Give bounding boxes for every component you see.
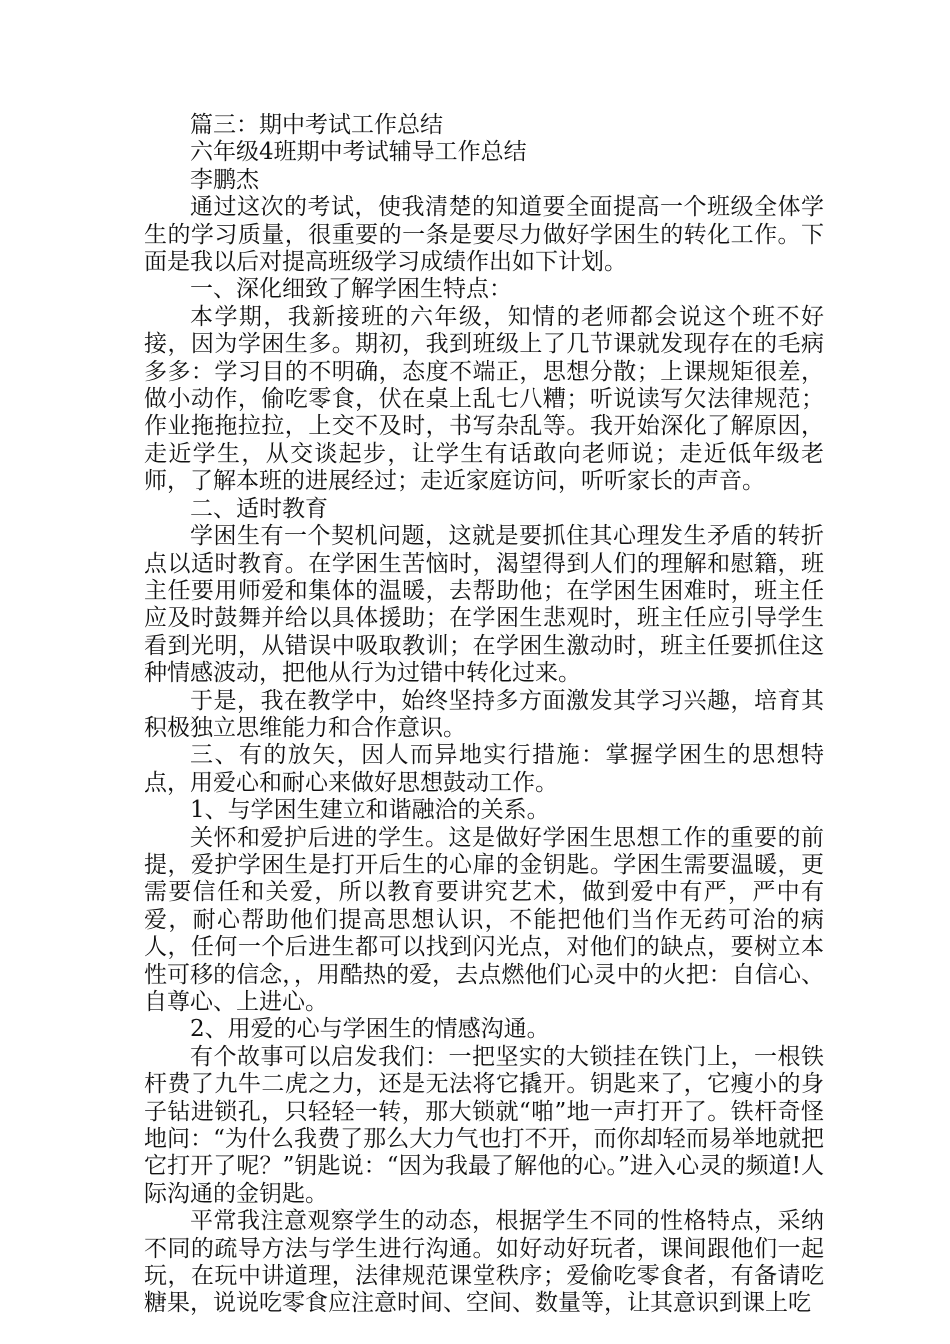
section-heading: 一、深化细致了解学困生特点： [190, 276, 512, 303]
document-page [144, 112, 824, 1318]
paragraph: 于是，我在教学中，始终坚持多方面激发其学习兴趣，培育其积极独立思维能力和合作意识。 [144, 687, 824, 741]
paragraph: 有个故事可以启发我们：一把坚实的大锁挂在铁门上，一根铁杆费了九牛二虎之力，还是无法将它撬开。钥匙来了，它瘦小的身子钻进锁孔，只轻轻一转，那大锁就“啪”地一声打开了。铁杆奇怪地问：“为什么我费了那么大力气也打不开，而你却轻而易举地就把它打开了呢？”钥匙说：“因为我最了解他的心。”进入心灵的频道!人际沟通的金钥匙。 [144, 1043, 824, 1207]
author-name: 李鹏杰 [190, 166, 259, 193]
paragraph: 通过这次的考试，使我清楚的知道要全面提高一个班级全体学生的学习质量，很重要的一条是要尽力做好学困生的转化工作。下面是我以后对提高班级学习成绩作出如下计划。 [144, 194, 824, 276]
subsection-heading: 2、用爱的心与学困生的情感沟通。 [190, 1016, 550, 1043]
section-heading: 三、有的放矢，因人而异地实行措施：掌握学困生的思想特点，用爱心和耐心来做好思想鼓动工作。 [144, 742, 824, 796]
chapter-heading: 篇三：期中考试工作总结 [190, 112, 443, 138]
paragraph: 学困生有一个契机问题，这就是要抓住其心理发生矛盾的转折点以适时教育。在学困生苦恼时，渴望得到人们的理解和慰籍，班主任要用师爱和集体的温暖，去帮助他；在学困生困难时，班主任应及时鼓舞并给以具体援助；在学困生悲观时，班主任应引导学生看到光明，从错误中吸取教训；在学困生激动时，班主任要抓住这种情感波动，把他从行为过错中转化过来。 [144, 523, 824, 687]
paragraph: 关怀和爱护后进的学生。这是做好学困生思想工作的重要的前提，爱护学困生是打开后生的心扉的金钥匙。学困生需要温暖，更需要信任和关爱，所以教育要讲究艺术，做到爱中有严，严中有爱，耐心帮助他们提高思想认识，不能把他们当作无药可治的病人，任何一个后进生都可以找到闪光点，对他们的缺点，要树立本性可移的信念，，用酷热的爱，去点燃他们心灵中的火把：自信心、自尊心、上进心。 [144, 824, 824, 1015]
paragraph: 本学期，我新接班的六年级，知情的老师都会说这个班不好接，因为学困生多。期初，我到班级上了几节课就发现存在的毛病多多：学习目的不明确，态度不端正，思想分散；上课规矩很差，做小动作，偷吃零食，伏在桌上乱七八糟；听说读写欠法律规范；作业拖拖拉拉，上交不及时，书写杂乱等。我开始深化了解原因，走近学生，从交谈起步，让学生有话敢向老师说；走近低年级老师，了解本班的进展经过；走近家庭访问，听听家长的声音。 [144, 303, 824, 495]
section-heading: 二、适时教育 [190, 495, 328, 522]
subsection-heading: 1、与学困生建立和谐融洽的关系。 [190, 797, 550, 824]
document-title: 六年级4班期中考试辅导工作总结 [190, 139, 527, 166]
paragraph: 平常我注意观察学生的动态，根据学生不同的性格特点，采纳不同的疏导方法与学生进行沟通。如好动好玩者，课间跟他们一起玩，在玩中讲道理，法律规范课堂秩序；爱偷吃零食者，有备请吃糖果，说说吃零食应注意时间、空间、数量等，让其意识到课上吃 [144, 1208, 824, 1317]
